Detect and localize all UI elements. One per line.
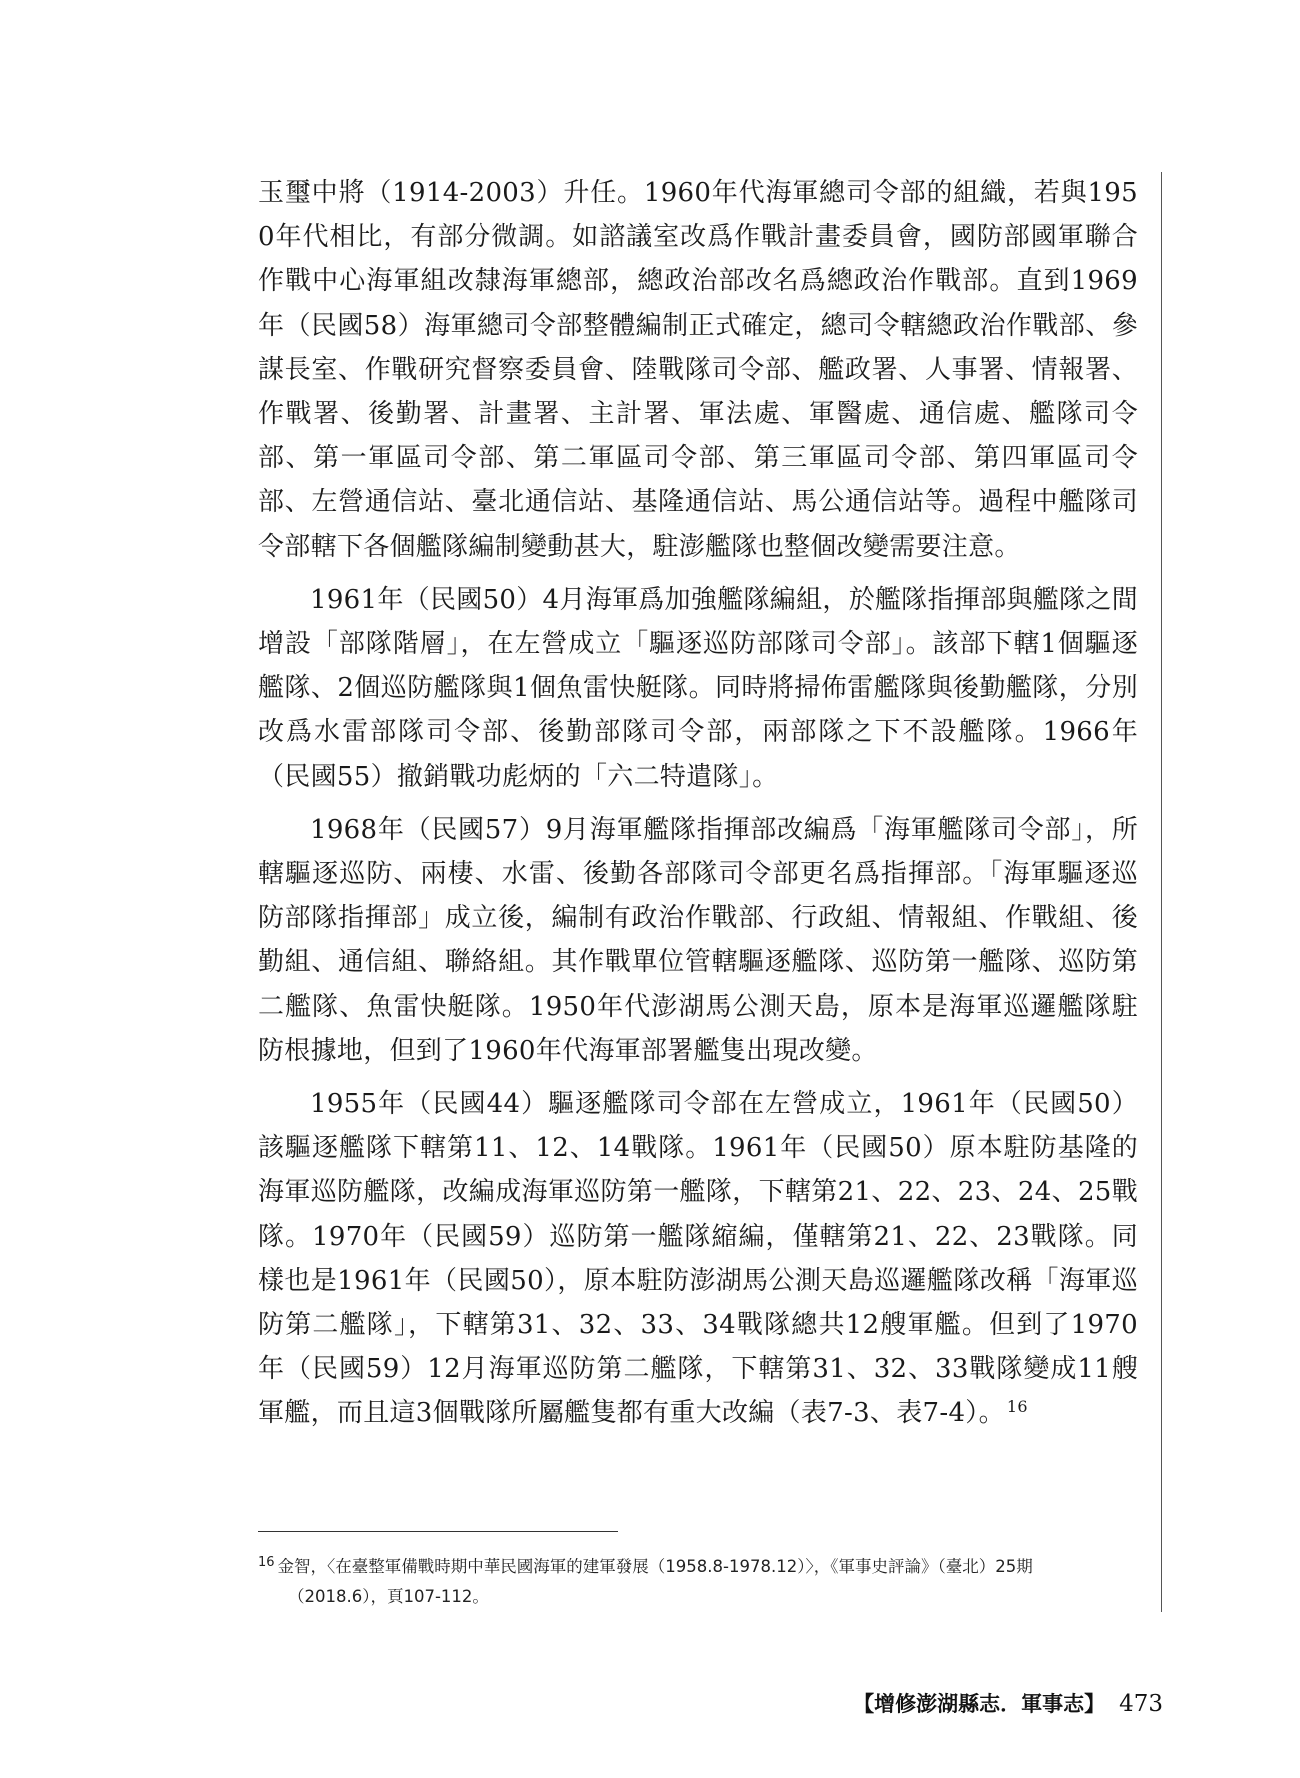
footnote-citation-line-2: （2018.6），頁107-112。: [288, 1587, 489, 1606]
page-number: 473: [1119, 1691, 1163, 1717]
body-text: [258, 171, 1138, 1445]
running-footer: [853, 1688, 1163, 1718]
footnote-reference[interactable]: 16: [1006, 1396, 1028, 1416]
paragraph-2: [258, 578, 1138, 799]
paragraph-2-text: 1961年（民國50）4月海軍爲加強艦隊編組，於艦隊指揮部與艦隊之間增設「部隊階層」，在左營成立「驅逐巡防部隊司令部」。該部下轄1個驅逐艦隊、2個巡防艦隊與1個魚雷快艇隊。同時將掃佈雷艦隊與後勤艦隊，分別改爲水雷部隊司令部、後勤部隊司令部，兩部隊之下不設艦隊。1966年（民國55）撤銷戰功彪炳的「六二特遣隊」。: [258, 584, 1138, 792]
paragraph-3: [258, 808, 1138, 1073]
margin-rule: [1161, 172, 1162, 1612]
paragraph-1: [258, 171, 1138, 569]
footnote-citation-line-1: 金智，〈在臺整軍備戰時期中華民國海軍的建軍發展（1958.8-1978.12）〉，《軍事史評論》（臺北）25期: [277, 1557, 1033, 1576]
paragraph-4-text: 1955年（民國44）驅逐艦隊司令部在左營成立，1961年（民國50）該驅逐艦隊下轄第11、12、14戰隊。1961年（民國50）原本駐防基隆的海軍巡防艦隊，改編成海軍巡防第一艦隊，下轄第21、22、23、24、25戰隊。1970年（民國59）巡防第一艦隊縮編，僅轄第21、22、23戰隊。同樣也是1961年（民國50），原本駐防澎湖馬公測天島巡邏艦隊改稱「海軍巡防第二艦隊」，下轄第31、32、33、34戰隊總共12艘軍艦。但到了1970年（民國59）12月海軍巡防第二艦隊，下轄第31、32、33戰隊變成11艘軍艦，而且這3個戰隊所屬艦隻都有重大改編（表7-3、表7-4）。: [258, 1089, 1138, 1429]
footnote-number: 16: [258, 1554, 275, 1570]
paragraph-1-text: 玉璽中將（1914-2003）升任。1960年代海軍總司令部的組織，若與1950年代相比，有部分微調。如諮議室改爲作戰計畫委員會，國防部國軍聯合作戰中心海軍組改隸海軍總部，總政治部改名爲總政治作戰部。直到1969年（民國58）海軍總司令部整體編制正式確定，總司令轄總政治作戰部、參謀長室、作戰研究督察委員會、陸戰隊司令部、艦政署、人事署、情報署、作戰署、後勤署、計畫署、主計署、軍法處、軍醫處、通信處、艦隊司令部、第一軍區司令部、第二軍區司令部、第三軍區司令部、第四軍區司令部、左營通信站、臺北通信站、基隆通信站、馬公通信站等。過程中艦隊司令部轄下各個艦隊編制變動甚大，駐澎艦隊也整個改變需要注意。: [258, 178, 1138, 562]
footnote: [258, 1552, 1138, 1612]
paragraph-4: [258, 1082, 1138, 1436]
book-title: 【增修澎湖縣志．軍事志】: [853, 1692, 1106, 1716]
paragraph-3-text: 1968年（民國57）9月海軍艦隊指揮部改編爲「海軍艦隊司令部」，所轄驅逐巡防、兩棲、水雷、後勤各部隊司令部更名爲指揮部。「海軍驅逐巡防部隊指揮部」成立後，編制有政治作戰部、行政組、情報組、作戰組、後勤組、通信組、聯絡組。其作戰單位管轄驅逐艦隊、巡防第一艦隊、巡防第二艦隊、魚雷快艇隊。1950年代澎湖馬公測天島，原本是海軍巡邏艦隊駐防根據地，但到了1960年代海軍部署艦隻出現改變。: [258, 814, 1138, 1066]
footnote-divider: [258, 1531, 618, 1532]
